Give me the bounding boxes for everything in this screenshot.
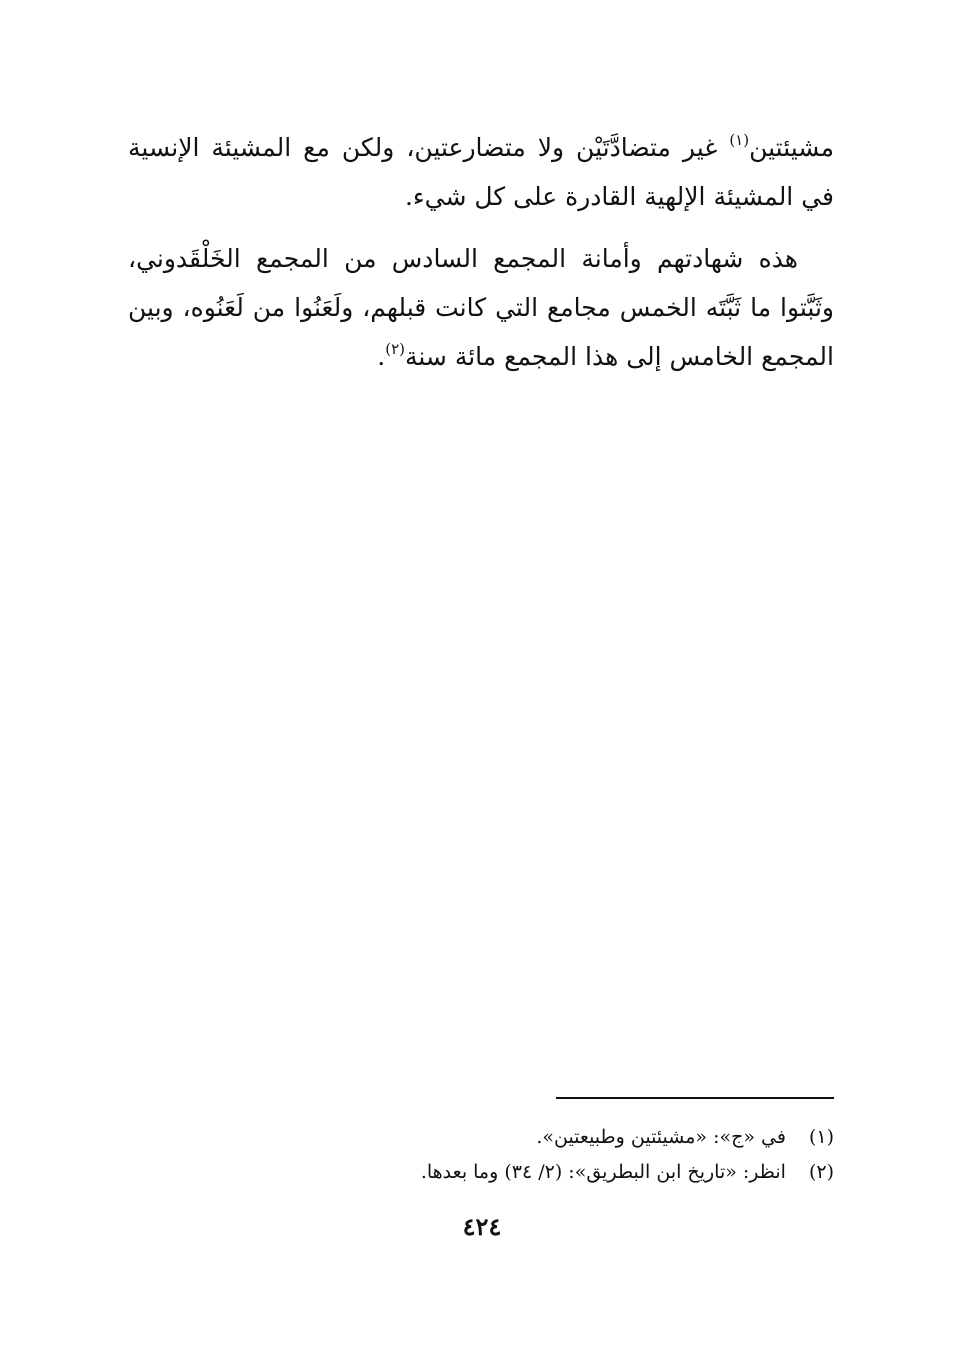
footnote-reference-1: (١): [729, 131, 750, 149]
footnote-1: [128, 1120, 834, 1155]
footnote-2-number: (٢): [808, 1161, 834, 1183]
page-number: ٤٢٤: [462, 1212, 502, 1241]
paragraph-1-text-end: غير متضادَّتَيْن ولا متضارعتين، ولكن مع المشيئة الإنسية في المشيئة الإلهية القادرة على كل شيء.: [128, 133, 834, 211]
paragraph-2-text-start: هذه شهادتهم وأمانة المجمع السادس من المجمع الخَلْقَدوني، وثَبَّتوا ما ثَبَّتَه الخمس مجامع التي كانت قبلهم، ولَعَنُوا من لَعَنُوه، وبين المجمع الخامس إلى هذا المجمع مائة سنة: [128, 244, 834, 371]
footnotes-section: [128, 1120, 834, 1190]
body-paragraph-2: [128, 234, 834, 381]
footnote-separator-rule: [556, 1097, 834, 1099]
footnote-2: [128, 1155, 834, 1190]
paragraph-1-text-start: مشيئتين: [749, 133, 834, 162]
paragraph-2-text-end: .: [377, 342, 386, 371]
footnote-2-text: انظر: «تاريخ ابن البطريق»: (٢/ ٣٤) وما بعدها.: [420, 1161, 786, 1183]
footnote-1-number: (١): [808, 1126, 834, 1148]
body-paragraph-1: [128, 123, 834, 221]
footnote-reference-2: (٢): [385, 340, 405, 358]
footnote-1-text: في «ج»: «مشيئتين وطبيعتين».: [536, 1126, 786, 1148]
